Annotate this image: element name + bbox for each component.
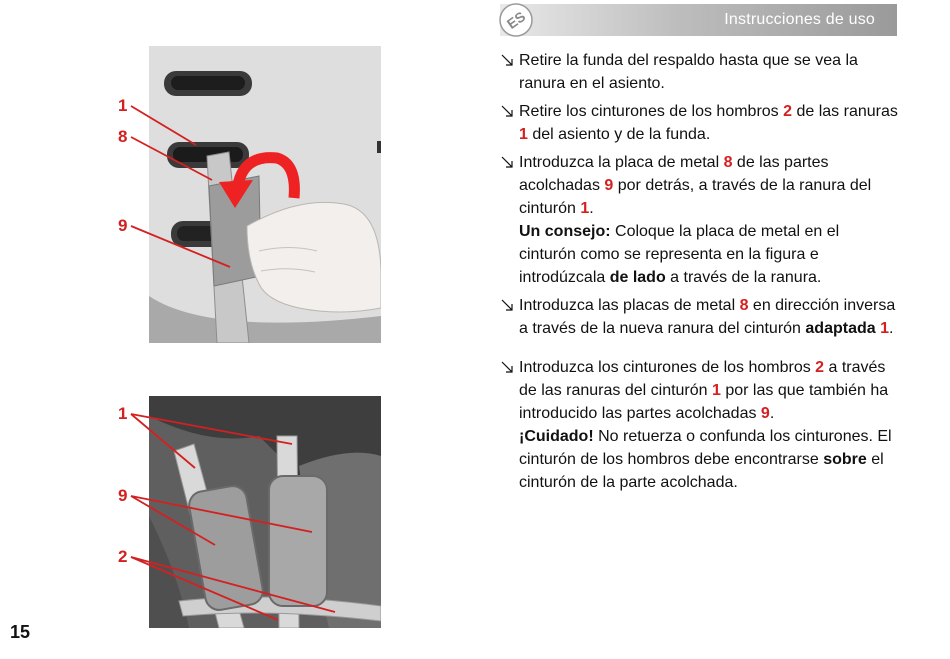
- ref-number: 2: [815, 359, 825, 376]
- ref-number: 8: [723, 154, 733, 171]
- bullet-arrow-icon: [501, 156, 514, 169]
- figure-2-label-9: 9: [118, 486, 128, 505]
- warning-text: el cinturón de la parte acolchada.: [519, 451, 884, 491]
- step-1: [500, 49, 900, 95]
- step-bold: adaptada: [805, 320, 876, 337]
- bullet-arrow-icon: [501, 54, 514, 67]
- page-number: 15: [10, 622, 31, 642]
- step-text: .: [889, 320, 894, 337]
- figure-2-label-1: 1: [118, 404, 128, 423]
- header-title: Instrucciones de uso: [724, 11, 875, 28]
- ref-number: 2: [783, 103, 793, 120]
- tip-text: a través de la ranura.: [665, 269, 822, 286]
- tip-text: Coloque la placa de metal en el cinturón como se representa en la figura e introdúzcala: [519, 223, 840, 286]
- ref-number: 1: [580, 200, 590, 217]
- bullet-arrow-icon: [501, 105, 514, 118]
- figure-1-label-8: 8: [118, 127, 128, 146]
- warning-bold: sobre: [823, 451, 867, 468]
- tip-bold: de lado: [609, 269, 666, 286]
- step-text: Introduzca la placa de metal: [519, 154, 724, 171]
- language-code: ES: [503, 8, 529, 32]
- warning-label: ¡Cuidado!: [519, 428, 594, 445]
- bullet-arrow-icon: [501, 361, 514, 374]
- step-text: de las partes acolchadas: [519, 154, 829, 194]
- ref-number: 9: [604, 177, 614, 194]
- step-5: [500, 356, 900, 494]
- step-text: .: [769, 405, 775, 422]
- language-badge-icon: [498, 2, 534, 38]
- step-text: Introduzca las placas de metal: [519, 297, 740, 314]
- figure-callouts: [0, 0, 400, 659]
- figure-1-label-9: 9: [118, 216, 128, 235]
- step-text: por las que también ha introducido las partes acolchadas: [519, 382, 889, 422]
- step-text: de las ranuras: [792, 103, 898, 120]
- figure-2-label-2: 2: [118, 547, 128, 566]
- ref-number: 1: [712, 382, 721, 399]
- step-text: Introduzca los cinturones de los hombros: [519, 359, 816, 376]
- ref-number: 1: [519, 126, 528, 143]
- ref-number: 9: [760, 405, 770, 422]
- step-text: en dirección inversa a través de la nueva ranura del cinturón: [519, 297, 896, 337]
- figure-1-label-1: 1: [118, 96, 128, 115]
- tip-label: Un consejo:: [519, 223, 611, 240]
- step-text: del asiento y de la funda.: [527, 126, 711, 143]
- step-4: [500, 294, 900, 340]
- step-text: .: [589, 200, 594, 217]
- step-text: por detrás, a través de la ranura del cinturón: [519, 177, 872, 217]
- ref-number: 1: [880, 320, 890, 337]
- bullet-arrow-icon: [501, 299, 514, 312]
- step-2: [500, 100, 900, 146]
- header-bar: [500, 4, 897, 36]
- step-3: [500, 151, 900, 289]
- warning-text: No retuerza o confunda los cinturones. El cinturón de los hombros debe encontrarse: [519, 428, 892, 468]
- step-text: Retire la funda del respaldo hasta que se vea la ranura en el asiento.: [519, 52, 858, 92]
- step-text: a través de las ranuras del cinturón: [519, 359, 886, 399]
- ref-number: 8: [739, 297, 749, 314]
- instructions: [500, 49, 900, 499]
- step-text: Retire los cinturones de los hombros: [519, 103, 784, 120]
